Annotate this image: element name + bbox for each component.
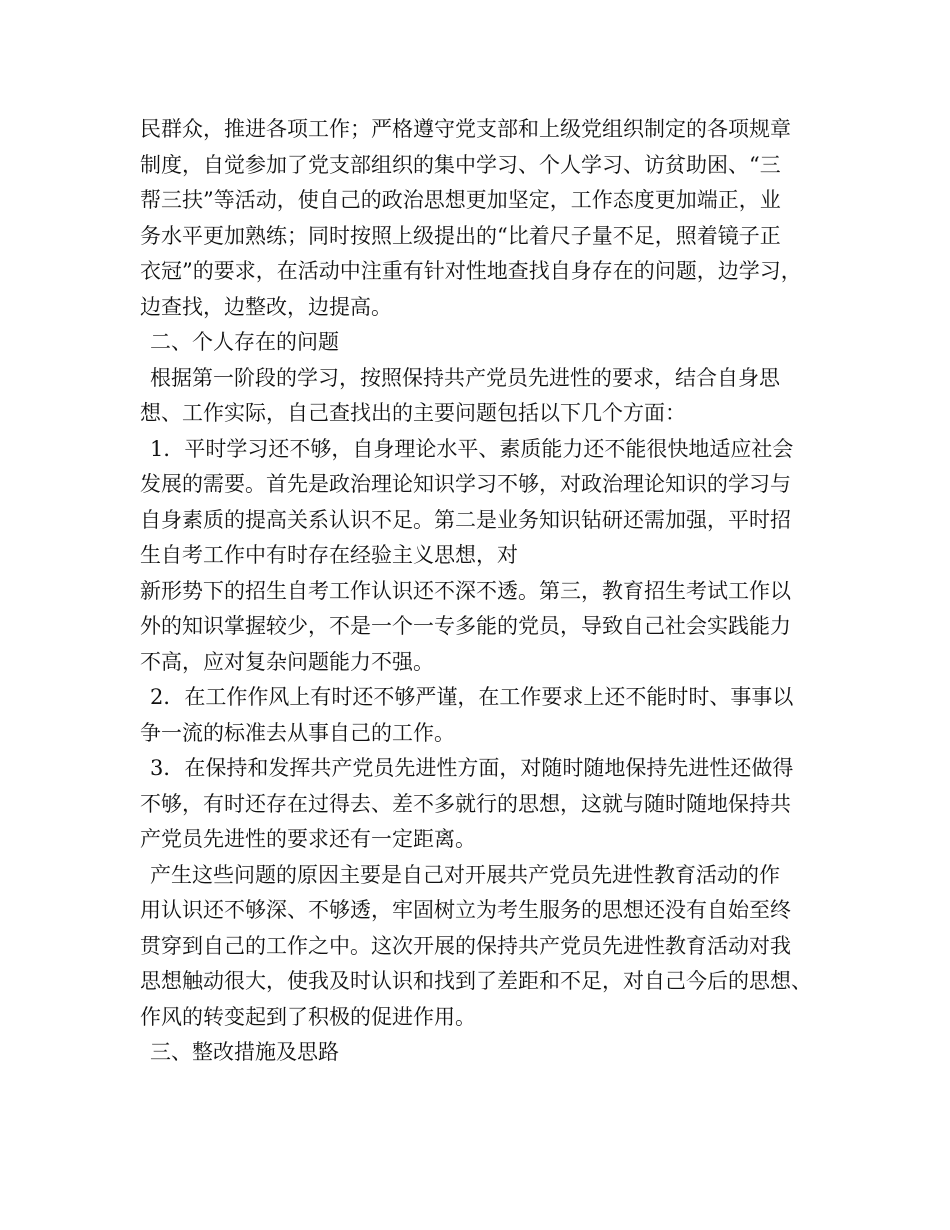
paragraph-line: 自身素质的提高关系认识不足。第二是业务知识钻研还需加强，平时招 xyxy=(140,507,791,532)
paragraph-line: 边查找，边整改，边提高。 xyxy=(140,294,392,319)
paragraph-line: 根据第一阶段的学习，按照保持共产党员先进性的要求，结合自身思 xyxy=(150,365,780,390)
paragraph-line: 争一流的标准去从事自己的工作。 xyxy=(140,720,455,745)
paragraph-line: 贯穿到自己的工作之中。这次开展的保持共产党员先进性教育活动对我 xyxy=(140,933,791,958)
paragraph-line: 生自考工作中有时存在经验主义思想，对 xyxy=(140,543,518,567)
paragraph-line: 产党员先进性的要求还有一定距离。 xyxy=(140,827,476,851)
paragraph-line: 帮三扶”等活动，使自己的政治思想更加坚定，工作态度更加端正，业 xyxy=(140,188,781,212)
paragraph-line: 衣冠”的要求，在活动中注重有针对性地查找自身存在的问题，边学习， xyxy=(140,259,802,283)
paragraph-line: 外的知识掌握较少，不是一个一专多能的党员，导致自己社会实践能力 xyxy=(140,614,791,638)
paragraph-line: 务水平更加熟练；同时按照上级提出的“比着尺子量不足，照着镜子正 xyxy=(140,223,781,248)
paragraph-line: 用认识还不够深、不够透，牢固树立为考生服务的思想还没有自始至终 xyxy=(140,898,791,922)
paragraph-line: 不够，有时还存在过得去、差不多就行的思想，这就与随时随地保持共 xyxy=(140,791,791,816)
paragraph-line: 制度，自觉参加了党支部组织的集中学习、个人学习、访贫助困、“三 xyxy=(140,152,781,177)
list-item-3: 3．在保持和发挥共产党员先进性方面，对随时随地保持先进性还做得 xyxy=(150,756,794,780)
paragraph-line: 不高，应对复杂问题能力不强。 xyxy=(140,649,434,674)
paragraph-line: 发展的需要。首先是政治理论知识学习不够，对政治理论知识的学习与 xyxy=(140,472,791,496)
section-heading-2: 二、个人存在的问题 xyxy=(150,330,339,354)
paragraph-line: 产生这些问题的原因主要是自己对开展共产党员先进性教育活动的作 xyxy=(150,862,780,887)
paragraph-line: 作风的转变起到了积极的促进作用。 xyxy=(140,1004,476,1029)
section-heading-3: 三、整改措施及思路 xyxy=(150,1040,339,1064)
list-item-1: 1．平时学习还不够，自身理论水平、素质能力还不能很快地适应社会 xyxy=(150,436,794,461)
paragraph-line: 想、工作实际，自己查找出的主要问题包括以下几个方面： xyxy=(140,401,686,425)
document-body xyxy=(140,112,840,1071)
paragraph-line: 新形势下的招生自考工作认识还不深不透。第三，教育招生考试工作以 xyxy=(140,578,791,603)
list-item-2: 2．在工作作风上有时还不够严谨，在工作要求上还不能时时、事事以 xyxy=(150,685,794,709)
paragraph-line: 思想触动很大，使我及时认识和找到了差距和不足，对自己今后的思想、 xyxy=(140,969,812,993)
paragraph-line: 民群众，推进各项工作；严格遵守党支部和上级党组织制定的各项规章 xyxy=(140,117,791,141)
